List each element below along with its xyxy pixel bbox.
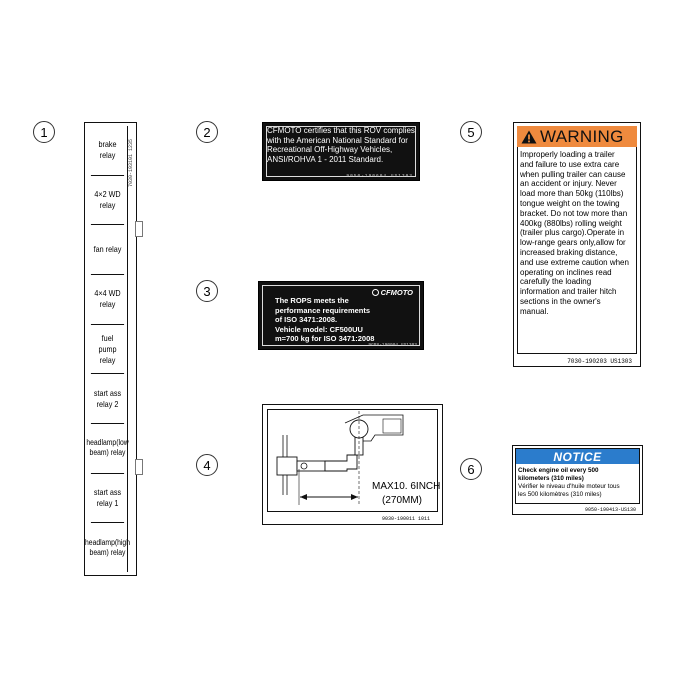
certification-part-number: 9050-190604 US1303 xyxy=(346,174,413,179)
warning-line-3: when pulling trailer can cause xyxy=(520,169,626,179)
warning-line-11: increased braking distance, xyxy=(520,247,618,257)
callout-6: 6 xyxy=(460,458,482,480)
rops-text xyxy=(275,296,419,344)
relay-label-strip xyxy=(84,122,137,576)
rops-line-3: of ISO 3471:2008. xyxy=(275,315,338,324)
rov-certification-label xyxy=(262,122,420,181)
warning-line-1: Improperly loading a trailer xyxy=(520,150,615,159)
rops-line-4: Vehicle model: CF500UU xyxy=(275,324,363,334)
warning-triangle-icon xyxy=(521,130,537,144)
hitch-measurement-text xyxy=(372,480,440,508)
notice-part-number: 9050-190413-US130 xyxy=(584,507,636,513)
warning-line-5: load more than 50kg (110lbs) xyxy=(520,189,624,199)
rops-line-1: The ROPS meets the xyxy=(275,296,349,305)
warning-line-16: sections in the owner's xyxy=(520,296,601,306)
relay-cell-brake: brake relay xyxy=(91,126,124,176)
callout-4: 4 xyxy=(196,454,218,476)
warning-line-2: and failure to use extra care xyxy=(520,159,620,169)
notice-line-3: Vérifier le niveau d'huile moteur tous xyxy=(518,483,620,490)
oil-notice-label xyxy=(512,445,643,515)
warning-line-10: low-range gears only,allow for xyxy=(520,238,626,248)
warning-line-12: and use extreme caution when xyxy=(520,257,629,267)
trailer-warning-label xyxy=(513,122,641,367)
notice-line-1: Check engine oil every 500 xyxy=(518,467,599,474)
rops-line-5: m=700 kg for ISO 3471:2008 xyxy=(275,334,375,343)
relay-cell-4x2: 4×2 WD relay xyxy=(91,176,124,226)
notice-header: NOTICE xyxy=(516,449,639,464)
relay-cell-fan: fan relay xyxy=(91,225,124,275)
warning-line-8: 400kg (880lbs) rolling weight xyxy=(520,218,622,228)
strip-tab-bottom xyxy=(135,459,143,475)
strip-tab-top xyxy=(135,221,143,237)
notice-line-4: les 500 kilomètres (310 miles) xyxy=(518,491,602,498)
relay-cell-start-ass-1: start ass relay 1 xyxy=(91,474,124,524)
relay-cells xyxy=(85,126,130,572)
callout-5: 5 xyxy=(460,121,482,143)
warning-line-9: (trailer plus cargo).Operate in xyxy=(520,228,625,238)
callout-1: 1 xyxy=(33,121,55,143)
warning-line-6: tongue weight on the towing xyxy=(520,198,620,208)
measure-line-2: (270MM) xyxy=(382,495,423,506)
rops-label xyxy=(258,281,424,350)
strip-divider xyxy=(127,126,128,572)
warning-part-number: 7030-190203 US1303 xyxy=(567,358,632,365)
warning-header xyxy=(517,126,637,147)
warning-line-14: carefully the loading xyxy=(520,277,592,287)
warning-body xyxy=(520,150,636,317)
callout-3: 3 xyxy=(196,280,218,302)
relay-cell-4x4: 4×4 WD relay xyxy=(91,275,124,325)
relay-cell-start-ass-2: start ass relay 2 xyxy=(91,374,124,424)
measure-line-1: MAX10. 6INCH xyxy=(372,481,441,492)
cfmoto-logo-mark xyxy=(372,289,379,296)
warning-header-text: WARNING xyxy=(540,126,624,146)
warning-line-13: operating on inclines read xyxy=(520,267,612,277)
warning-line-7: bracket. Do not tow more than xyxy=(520,208,628,218)
relay-cell-headlamp-low: headlamp(low beam) relay xyxy=(91,424,124,474)
rops-line-2: performance requirements xyxy=(275,305,371,315)
notice-line-2: kilometers (310 miles) xyxy=(518,475,584,482)
relay-cell-fuel-pump: fuel pump relay xyxy=(91,325,124,375)
relay-cell-headlamp-high: headlamp(high beam) relay xyxy=(85,537,130,557)
certification-text: CFMOTO certifies that this ROV complies with the American National Standard for Recreational Off-Highway Vehicles, ANSI/ROHVA 1 - 2011 Standard. xyxy=(267,126,415,164)
warning-line-17: manual. xyxy=(520,306,549,316)
notice-body xyxy=(518,467,639,499)
callout-2: 2 xyxy=(196,121,218,143)
warning-line-4: an accident or injury. Never xyxy=(520,179,617,189)
warning-line-15: information and trailer hitch xyxy=(520,287,617,297)
relay-strip-part-number: 7030-193101 1235 xyxy=(128,138,134,187)
cfmoto-logo-text: CFMOTO xyxy=(380,288,413,297)
hitch-measurement-label xyxy=(262,404,443,525)
rops-part-number: 9GR8-190004 US1303 xyxy=(368,343,417,348)
hitch-part-number: 9030-190011 1011 xyxy=(382,516,431,522)
